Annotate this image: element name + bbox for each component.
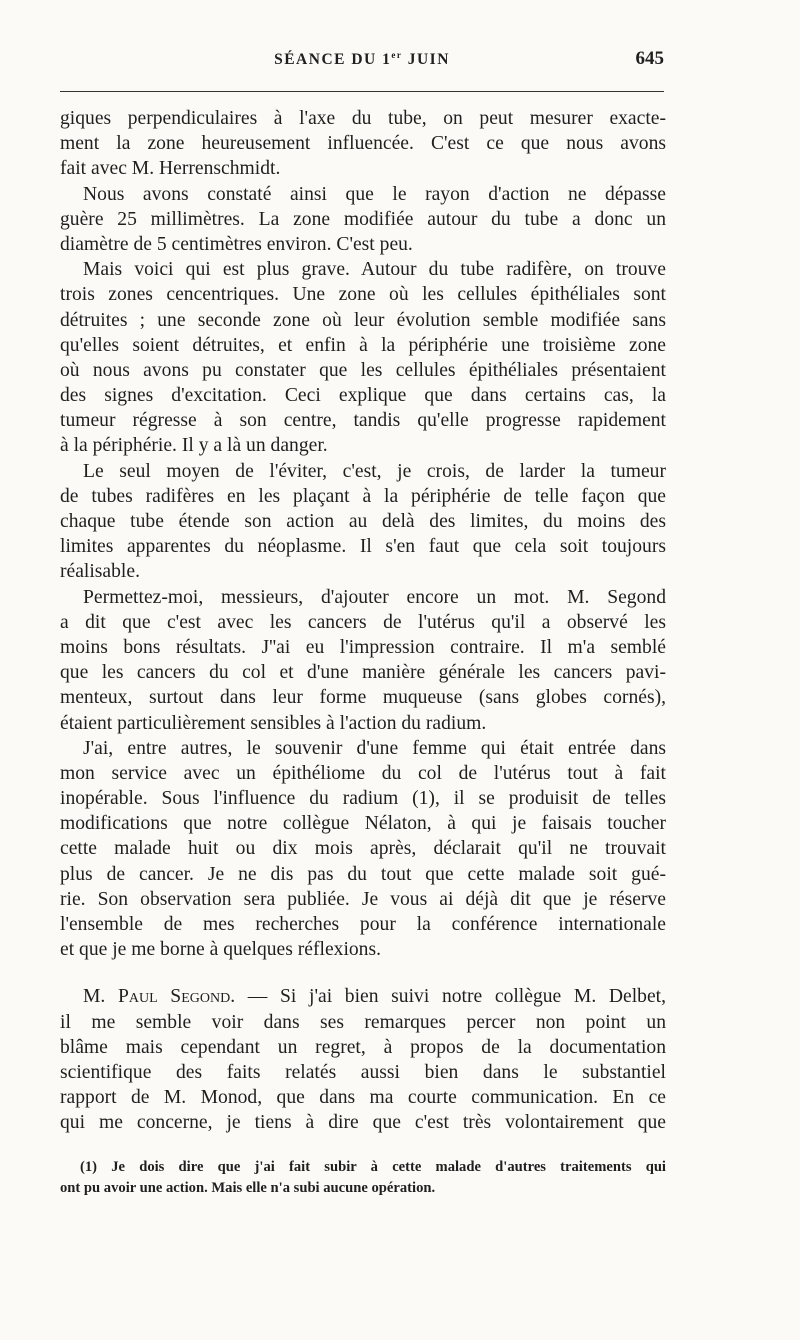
text-line: étaient particulièrement sensibles à l'action du radium. <box>60 712 487 734</box>
text-line: Le seul moyen de l'éviter, c'est, je crois, de larder la tumeur <box>83 460 666 482</box>
text-line: plus de cancer. Je ne dis pas du tout que cette malade soit gué- <box>60 863 666 885</box>
text-line: cette malade huit ou dix mois après, déclarait qu'il ne trouvait <box>60 838 666 860</box>
text-line: limites apparentes du néoplasme. Il s'en faut que cela soit toujours <box>60 536 666 558</box>
paragraph-4 <box>60 459 666 585</box>
text-line: moins bons résultats. J''ai eu l'impression contraire. Il m'a semblé <box>60 636 666 658</box>
text-line: menteux, surtout dans leur forme muqueuse (sans globes cornés), <box>60 687 666 709</box>
paragraph-6 <box>60 736 666 963</box>
text-line: guère 25 millimètres. La zone modifiée autour du tube a donc un <box>60 208 666 230</box>
text-line: détruites ; une seconde zone où leur évolution semble modifiée sans <box>60 309 666 331</box>
paragraph-3 <box>60 257 666 459</box>
text-line: scientifique des faits relatés aussi bien dans le substantiel <box>60 1061 666 1083</box>
footnote-line: (1) Je dois dire que j'ai fait subir à cette malade d'autres traitements qui <box>80 1159 666 1175</box>
paragraph-1 <box>60 106 666 182</box>
text-line: J'ai, entre autres, le souvenir d'une femme qui était entrée dans <box>83 737 666 759</box>
text-line: trois zones cencentriques. Une zone où les cellules épithéliales sont <box>60 284 666 306</box>
text-line: inopérable. Sous l'influence du radium (1), il se produisit de telles <box>60 788 666 810</box>
text-line: ment la zone heureusement influencée. C'est ce que nous avons <box>60 133 666 155</box>
text-line: blâme mais cependant un regret, à propos de la documentation <box>60 1036 666 1058</box>
paragraph-7 <box>60 984 666 1135</box>
footnote-line: ont pu avoir une action. Mais elle n'a subi aucune opération. <box>60 1180 436 1196</box>
paragraph-5 <box>60 585 666 736</box>
text-line: Mais voici qui est plus grave. Autour du tube radifère, on trouve <box>83 259 666 281</box>
paragraph-2 <box>60 182 666 258</box>
text-line: Nous avons constaté ainsi que le rayon d'action ne dépasse <box>83 183 666 205</box>
text-line: de tubes radifères en les plaçant à la périphérie de telle façon que <box>60 485 666 507</box>
text-line: Permettez-moi, messieurs, d'ajouter encore un mot. M. Segond <box>83 586 666 608</box>
text-line: tumeur régresse à son centre, tandis qu'elle progresse rapidement <box>60 410 666 432</box>
text-line: rapport de M. Monod, que dans ma courte communication. En ce <box>60 1087 666 1109</box>
text-line: réalisable. <box>60 561 140 583</box>
speaker-remark: — Si j'ai bien suivi notre collègue M. Delbet, <box>235 986 666 1008</box>
text-line: des signes d'excitation. Ceci explique que dans certains cas, la <box>60 385 666 407</box>
text-line: diamètre de 5 centimètres environ. C'est peu. <box>60 233 413 255</box>
text-line: que les cancers du col et d'une manière générale les cancers pavi- <box>60 662 666 684</box>
text-line: mon service avec un épithéliome du col de l'utérus tout à fait <box>60 762 666 784</box>
text-line: l'ensemble de mes recherches pour la conférence internationale <box>60 914 666 935</box>
running-title-main: SÉANCE DU 1 <box>274 51 392 69</box>
text-line: rie. Son observation sera publiée. Je vous ai déjà dit que je réserve <box>60 888 666 910</box>
section-gap <box>60 962 666 984</box>
text-line: qu'elles soient détruites, et enfin à la périphérie une troisième zone <box>60 334 666 356</box>
text-line: et que je me borne à quelques réflexions. <box>60 939 382 961</box>
running-title <box>60 50 664 69</box>
header-rule <box>60 91 664 92</box>
running-title-superscript: er <box>391 50 403 60</box>
text-line: giques perpendiculaires à l'axe du tube, on peut mesurer exacte- <box>60 108 666 129</box>
text-line: il me semble voir dans ses remarques percer non point un <box>60 1011 666 1033</box>
page-number: 645 <box>635 48 664 69</box>
running-title-month: JUIN <box>402 51 450 69</box>
speaker-name: M. Paul Segond. <box>83 986 236 1008</box>
running-head <box>60 50 664 76</box>
body-text <box>60 106 666 1136</box>
text-line <box>60 984 666 1009</box>
text-line: qui me concerne, je tiens à dire que c'est très volontairement que <box>60 1112 666 1134</box>
text-line: à la périphérie. Il y a là un danger. <box>60 435 328 457</box>
text-line: fait avec M. Herrenschmidt. <box>60 158 281 180</box>
text-line: modifications que notre collègue Nélaton, à qui je faisais toucher <box>60 813 666 835</box>
footnote <box>60 1157 666 1199</box>
text-line: chaque tube étende son action au delà des limites, du moins des <box>60 511 666 532</box>
text-line: où nous avons pu constater que les cellules épithéliales présentaient <box>60 359 666 381</box>
text-line: a dit que c'est avec les cancers de l'utérus qu'il a observé les <box>60 611 666 633</box>
